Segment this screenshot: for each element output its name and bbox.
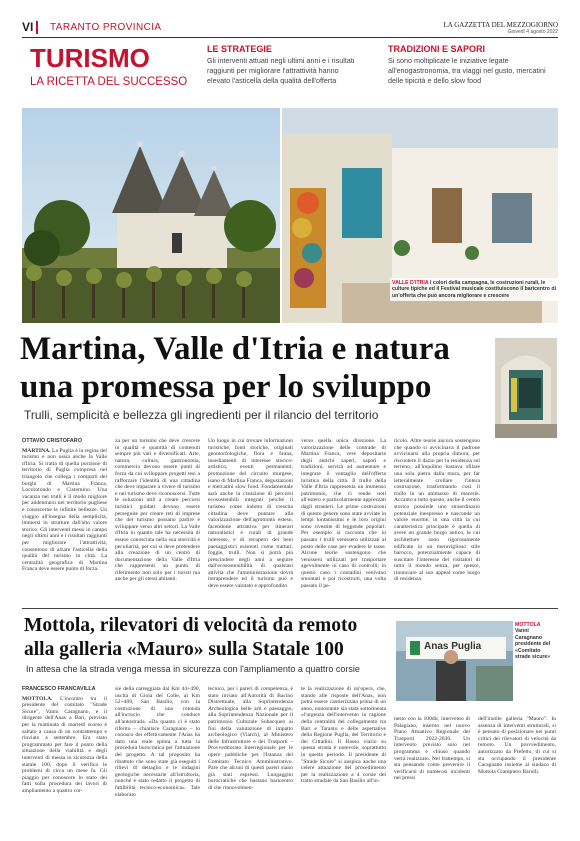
article2-dateline: MOTTOLA.: [22, 695, 53, 702]
anas-image: [396, 621, 513, 701]
article1-column-4: [301, 438, 386, 590]
newspaper-name: LA GAZZETTA DEL MEZZOGIORNO: [443, 21, 558, 29]
section-name: TARANTO PROVINCIA: [50, 22, 162, 33]
article1-text-3: Un luogo in cui trovare informazioni turistiche, fonti storiche, originali geomorfologiche, flora e fauna, insediamenti di interesse storico-artistico, eventi permanenti; promozione del circuito murgese, isano di Martina Franca, degustazioni e mercatini slow food. Fondamentale sarà anche la creazione di percorsi ecosostenibili integrati perché il turismo come indotto di crescita cittadina deve puntare alla valorizzazione dell'agromotto esteso, facendone attrattiva per itinerari naturalistici e rurali di grande interesse, e di recupero dei beni paesaggistici esistenti come tratturi, foggie, trulli. Non si potrà più prescindere negli anni a seguire dall'ecosostenibilità di qualsiasi attività che l'amministrazione dovrà intraprendere ed il turismo può e deve essere valutato e approfondito: [208, 438, 293, 590]
article2-headline: [24, 614, 394, 662]
side-caption-place: MOTTOLA: [515, 622, 541, 628]
article2-column-6: [478, 716, 556, 775]
article2-column-5: [394, 716, 470, 782]
article1-headline-line2: una promessa per lo sviluppo: [20, 369, 432, 405]
traditions-box: [388, 44, 554, 86]
strategies-title: LE STRATEGIE: [207, 44, 272, 54]
article1-dateline: MARTINA.: [22, 447, 51, 454]
article1-headline-line1: Martina, Valle d'Itria e natura: [20, 331, 450, 367]
topic-title: TURISMO: [30, 43, 150, 73]
article2-headline-line1: Mottola, rilevatori di velocità da remoto: [24, 615, 358, 636]
header-rule: [22, 37, 558, 38]
article1-column-5: [394, 438, 480, 583]
photo-caption-label: VALLE D'ITRIA: [392, 280, 429, 286]
article2-column-2: [115, 686, 200, 798]
photo-caption-text: I colori della campagna, le costruzioni rurali, le culture tipiche ed il Festival musicale costituiscono il baricentro di un'offerta che può ancora migliorare e crescere: [392, 280, 557, 299]
article1-text-1: La Puglia è la regina del turismo e non ossia anche la Valle d'Itria. Si tratta di quella porzione di territorio di Puglia compresa nel triangolo che collega i comparti dei borghi di Martina Franca, Locorotondo e Cisternino. Una vacanza nei trulli è il modo migliore per addentrarsi nel territorio pugliese e conoscerne le infinite bellezze. Un viaggio all'insegna della semplicità, immersi in strutture dall'alto valore storico. Gli interventi messi in campo negli ultimi anni e i risultati raggiunti per migliorare l'attrattività, consentono di alzare l'asticella della qualità del turismo in città. La centralità geografica di Martina Franca deve essere punto di forza.: [22, 447, 107, 573]
traditions-title: TRADIZIONI E SAPORI: [388, 44, 486, 54]
traditions-text: Si sono moltiplicate le iniziative legate all'enogastronomia, tra viaggi nel gusto, mercatini delle tipicità e dello slow food: [388, 56, 546, 85]
issue-date: Giovedì 4 agosto 2022: [507, 29, 558, 35]
article2-column-3: [208, 686, 293, 792]
strategies-text: Gli interventi attuati negli ultimi anni e i risultati raggiunti per migliorare l'attrattività hanno elevato l'asticella della qualità dell'offerta: [207, 56, 355, 85]
article1-column-2: [115, 438, 200, 583]
box-office-image: [495, 338, 557, 438]
article1-text-2: za per un turismo che deve crescere in qualità e quantità di contenuti sempre più vari e diversificati. Arte, natura, cultura, gastronomia, commercio devono essere punti di forza da cui sviluppare progetti tesi a rafforzare l'identità di una cittadina che deve imparare a vivere di turismo e nel turismo deve riconoscersi. Tutte le soluzioni utili a creare percorsi turistici guidati devono essere perseguite per creare reti di imprese che del turismo possano partire e sviluppare verso altri settori. La Valle d'Itria in quanto tale ha necessità di essere conosciuta nella sua storicità e peculiarità, per cui si deve protendere alla creazione di un centro di documentazione della Valle d'Itria che rappresenti un punto di riferimento non solo per i turisti ma anche per gli stessi abitanti.: [115, 438, 200, 583]
article1-author: OTTAVIO CRISTOFARO: [22, 438, 82, 444]
trulli-image: [22, 108, 280, 323]
article2-column-1: [22, 686, 107, 795]
side-caption: [515, 622, 557, 660]
page-header: [22, 21, 558, 35]
anas-sign-text: Anas Puglia: [424, 641, 482, 652]
box-office-photo: [495, 338, 557, 438]
article1-text-5: ricolo. Altre teorie ancora sostengono che quando si avvicinava il padrone avvicinarsi alla propria dimora, per riscuotere il dazio per la residenza sul terreno, all'inquilino bastava sfilare una sola pietra dalla mura, per far letteralmente crollare l'intera costruzione, trasformando così il trullo in un ammasso di macerie. Accanto a tutto questo, anche il centro storico possiede uno straordinario potenziale inespresso e nasconde un valore enorme, in una città la cui caratteristica principale è quella di avere un grande borgo antico, le cui architetture sono rigorosamente edificate in un meraviglioso stile barocco, potenzialmente capace di suscitare l'interesse dei visitatori di tutto il mondo senza, per questo, rinunciare al suo appeal come luogo di residenza.: [394, 438, 480, 583]
photo-caption: [390, 278, 559, 301]
article2-headline-line2: alla galleria «Mauro» sulla Statale 100: [24, 639, 344, 660]
topic-subtitle: LA RICETTA DEL SUCCESSO: [30, 76, 188, 88]
article2-column-4: [301, 686, 386, 785]
article2-author: FRANCESCO FRANCAVILLA: [22, 686, 96, 692]
page-number: VI: [22, 21, 38, 34]
article-divider: [22, 608, 558, 609]
article1-headline: [20, 330, 490, 406]
anas-photo: [396, 621, 513, 701]
article1-column-1: [22, 438, 107, 573]
article2-text-6: dell'inutile galleria "Mauro". In assenza di interventi strutturali, si è pensato di posizionare nei punti critici dei rilevatori di velocità da remoto. Un provvedimento, autorizzato da Prefetto, di cui si sta occupando il presidente Caragnano insieme al sindaco di Mottola Giampiero Barulli.: [478, 716, 556, 775]
article2-text-2: sie della carreggiata dal Km 44+490, uscita di Gioia del Colle, al Km 52+400, San Basilio, con la costruzione di una rotonda all'incrocio che conduce all'autostrada. «Da quanto ci è stato riferito – chiarisce Caragnano – lo conosco dei effettivamente l'Anas ha dato una reale spinta a tutta la procedura burocratica per l'attuazione del progetto. A tal proposito ha ribattuto che sono state già eseguiti i rilievi di dettaglio e le indagini geologiche necessarie all'istruttoria, nonché è stato redatto il progetto di fattibilità tecnico-economica». Tale elaborato: [115, 686, 200, 798]
article1-subheadline: Trulli, semplicità e bellezza gli ingredienti per il rilancio del territorio: [24, 408, 379, 422]
article1-column-3: [208, 438, 293, 590]
strategies-box: [207, 44, 359, 86]
article2-text-4: te la realizzazione di un'opera, che, stando alle risposte dell'Anas, non potrà essere cantierizzata prima di un anno, nonostante sia stata sottolineata «l'urgenza dell'intervento in ragione della centralità del collegamento tra Bari e Taranto e delle aspettative della Regione Puglia, del Territorio e dei Cittadini. Il Basso viario su questa strada è notevole, soprattutto in questo periodo. Il presidente di "Strade Sicure" si auspica anche una celere attuazione del procedimento per la realizzazione a 4 corsie del tratto stradale da San Basilio all'in-: [301, 686, 386, 785]
side-caption-text: Vanni Caragnano presidente del «Comitato strade sicure»: [515, 628, 551, 661]
article1-text-4: verso quella unica direzione. La valorizzazione delle contrade di Martina Franca, vere depositarie degli antichi saperi, sapori e tradizioni, servirà ad aumentare e integrare il ventaglio dell'offerta turistica della città. Il trullo della Valle d'Itria rappresenta un immenso patrimonio, che ci rende noti all'estero e particolarmente apprezzati dagli stranieri. Le prime costruzioni di questo genere sono state avviate in tempi lontanissimi e le loro origini sono rivestite di leggende popolari. Per esempio si racconta che in passato i trulli venissero utilizzati al posto delle case per evadere le tasse. Alcune teorie sostengono che venissero utilizzati per trasportare agevolmente in caso di controlli; in questo caso i contadini venivano smontati e poi ricostruiti, una volta passato il pe-: [301, 438, 386, 590]
trulli-photo: [22, 108, 280, 323]
article2-text-1: L'incontro tra il presidente del comitato "Strade Sicure", Vanni Caragnano, e il dirigente dell'Anas a Bari, previsto per la mattinata di martedì scorso è saltato a causa di un contrattempo e rinviato a settembre. Era stato programmato per fare il punto della situazione della viabilità e degli interventi di messa in sicurezza della statale 100, dopo il verifica le problemi di circa un mese fa. Gli piaggio per conoscere lo stato dei fatti sulla procedura dei lavori di ampliamento a quattro cor-: [22, 695, 107, 794]
article2-text-3: tecnico, per i pareri di competenza, è stato inviato all'Autorità di Bacino Distrettuale, alla Soprintendenza Archeologica belle arti e paesaggio, alla Soprintendenza Nazionale per il patrimonio Culturale Subacqueo ai fini della valutazione di impatto archeologico (Viarch), al Ministero delle Infrastrutture e dei Trasporti – Provveditorato Interregionale per le opere pubbliche per l'Istanza del Comitato Tecnico Amministrativo. Pare che alcuni di questi pareri siano già stati espressi. Lungaggini burocratiche che bastano baricentro di che rinnovolmen-: [208, 686, 293, 791]
article2-text-5: nesto con la 100dir, intervento di Palagiano, inserito nel nuovo Piano Attuativo Regionale dei Trasporti 2022-2030. Un intervento previsto solo nel programma e chiuso quando verrà realizzato. Nel frattempo, si sta pensando come prevenire il verificarsi di numerosi incidenti nei pressi: [394, 716, 470, 782]
article2-subheadline: In attesa che la strada venga messa in sicurezza con l'ampliamento a quattro corsie: [26, 664, 360, 674]
